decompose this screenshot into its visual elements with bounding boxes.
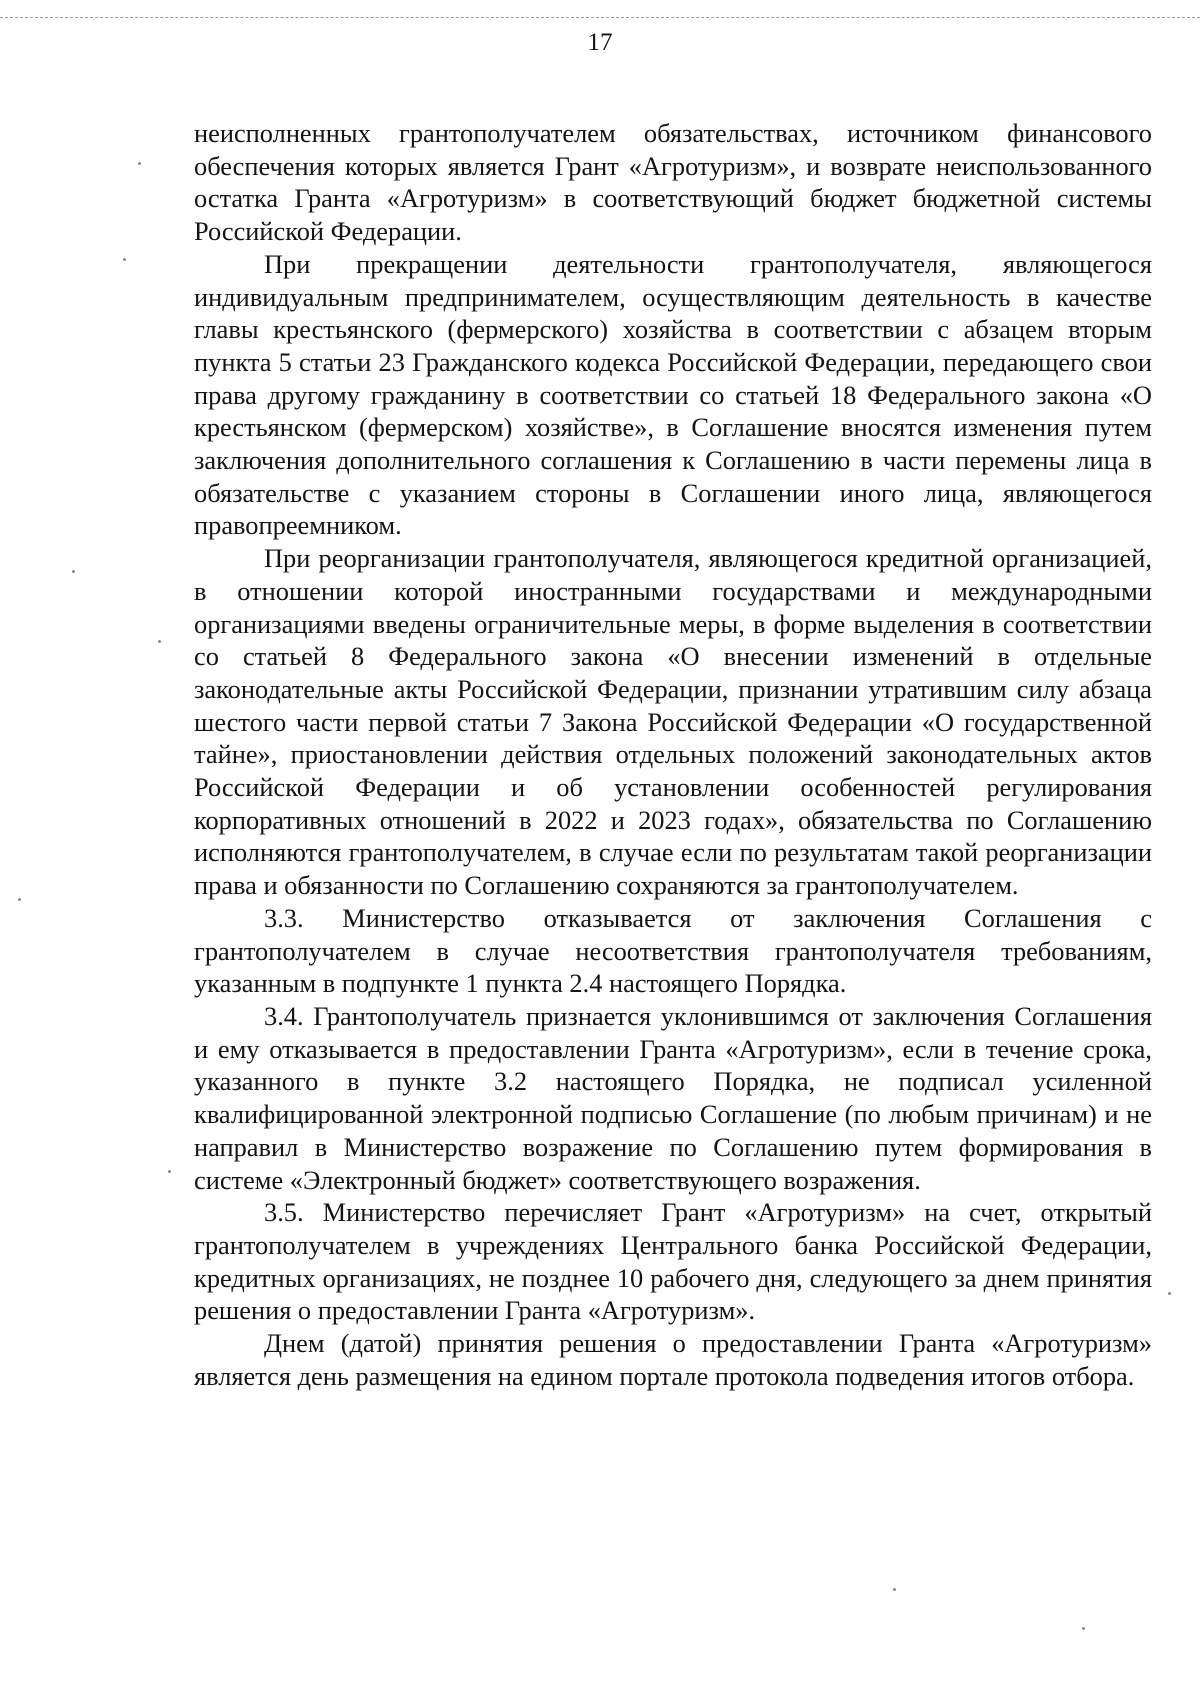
paragraph-reorganization: При реорганизации грантополучателя, являющегося кредитной организацией, в отношении которой иностранными государствами и международными организациями введены ограничительные меры, в форме выделения в соответствии со статьей 8 Федерального закона «О внесении изменений в отдельные законодательные акты Российской Федерации, признании утратившим силу абзаца шестого части первой статьи 7 Закона Российской Федерации «О государственной тайне», приостановлении действия отдельных положений законодательных актов Российской Федерации и об установлении особенностей регулирования корпоративных отношений в 2022 и 2023 годах», обязательства по Соглашению исполняются грантополучателем, в случае если по результатам такой реорганизации права и обязанности по Соглашению сохраняются за грантополучателем. bbox=[194, 543, 1152, 901]
page-number: 17 bbox=[587, 29, 613, 56]
paragraph-decision-date: Днем (датой) принятия решения о предоставлении Гранта «Агротуризм» является день размещения на едином портале протокола подведения итогов отбора. bbox=[194, 1328, 1152, 1391]
scan-speck bbox=[123, 258, 126, 261]
document-body bbox=[194, 117, 1152, 1392]
paragraph-continuation: неисполненных грантополучателем обязательствах, источником финансового обеспечения которых является Грант «Агротуризм», и возврате неиспользованного остатка Гранта «Агротуризм» в соответствующий бюджет бюджетной системы Российской Федерации. bbox=[194, 118, 1152, 247]
scan-speck bbox=[168, 1170, 171, 1173]
scan-speck bbox=[1082, 1627, 1085, 1630]
scan-speck bbox=[72, 570, 75, 573]
paragraph-3-4: 3.4. Грантополучатель признается уклонившимся от заключения Соглашения и ему отказывается в предоставлении Гранта «Агротуризм», если в течение срока, указанного в пункте 3.2 настоящего Порядка, не подписал усиленной квалифицированной электронной подписью Соглашение (по любым причинам) и не направил в Министерство возражение по Соглашению путем формирования в системе «Электронный бюджет» соответствующего возражения. bbox=[194, 1000, 1152, 1195]
scan-speck bbox=[893, 1588, 896, 1591]
scan-speck bbox=[138, 162, 141, 165]
paragraph-3-3: 3.3. Министерство отказывается от заключения Соглашения с грантополучателем в случае несоответствия грантополучателя требованиям, указанным в подпункте 1 пункта 2.4 настоящего Порядка. bbox=[194, 902, 1152, 999]
scan-speck bbox=[1168, 1292, 1171, 1295]
paragraph-3-5: 3.5. Министерство перечисляет Грант «Агротуризм» на счет, открытый грантополучателем в учреждениях Центрального банка Российской Федерации, кредитных организациях, не позднее 10 рабочего дня, следующего за днем принятия решения о предоставлении Гранта «Агротуризм». bbox=[194, 1197, 1152, 1326]
scan-edge-line bbox=[0, 17, 1200, 18]
scan-speck bbox=[18, 898, 21, 901]
paragraph-termination: При прекращении деятельности грантополучателя, являющегося индивидуальным предпринимателем, осуществляющим деятельность в качестве главы крестьянского (фермерского) хозяйства в соответствии с абзацем вторым пункта 5 статьи 23 Гражданского кодекса Российской Федерации, передающего свои права другому гражданину в соответствии со статьей 18 Федерального закона «О крестьянском (фермерском) хозяйстве», в Соглашение вносятся изменения путем заключения дополнительного соглашения к Соглашению в части перемены лица в обязательстве с указанием стороны в Соглашении иного лица, являющегося правопреемником. bbox=[194, 248, 1152, 541]
scan-speck bbox=[158, 640, 161, 643]
